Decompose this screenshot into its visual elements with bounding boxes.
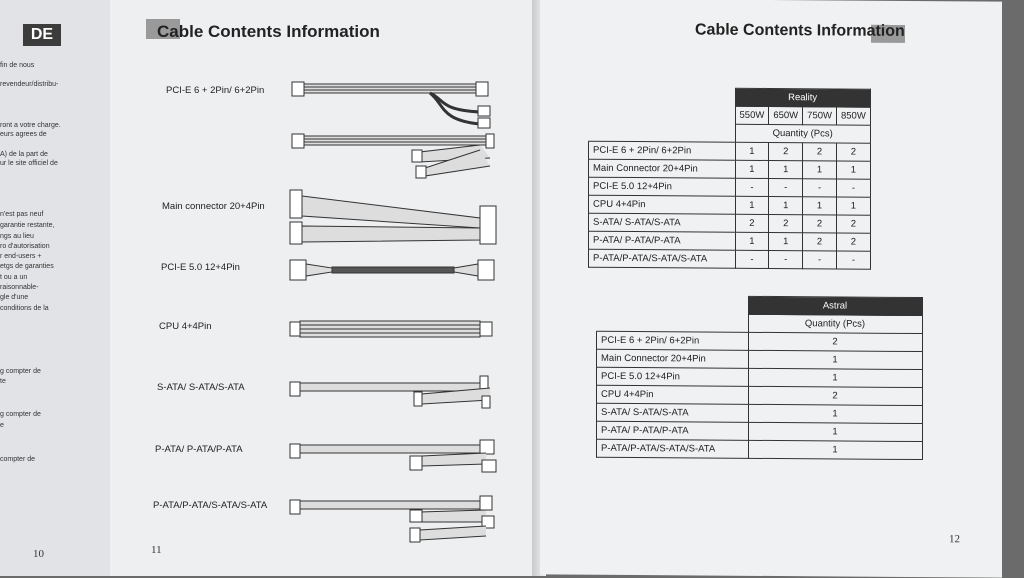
table-row [597, 349, 923, 369]
table-row [589, 249, 871, 269]
cell-value: - [803, 179, 837, 197]
text-fragment: conditions de la [0, 305, 49, 312]
cell-value: 2 [803, 143, 837, 161]
cell-value: - [769, 178, 803, 196]
cell-value: 1 [836, 161, 870, 179]
cell-value: 2 [803, 215, 837, 233]
left-page [0, 0, 110, 576]
table-row [597, 439, 923, 459]
text-fragment: ngs au lieu [0, 233, 34, 240]
table-row [597, 367, 923, 387]
row-label: PCI-E 5.0 12+4Pin [589, 177, 736, 196]
cable-illustrations [280, 70, 538, 550]
cable-label: P-ATA/ P-ATA/P-ATA [155, 444, 243, 455]
table-row [597, 421, 923, 441]
page-number: 11 [151, 544, 162, 556]
cell-value: 1 [735, 142, 769, 160]
wattage-header: 650W [769, 106, 803, 124]
cell-value: - [836, 251, 870, 269]
quantity-header: Quantity (Pcs) [735, 124, 870, 143]
table-corner [589, 87, 736, 142]
reality-quantity-table [588, 87, 871, 270]
table-row [597, 331, 923, 351]
cable-label: CPU 4+4Pin [159, 321, 212, 332]
text-fragment: n'est pas neuf [0, 211, 44, 218]
cell-value: 1 [735, 196, 769, 214]
main-connector-illustration [290, 190, 496, 244]
pata-sata-cable-illustration [290, 496, 494, 542]
cell-value: 2 [769, 142, 803, 160]
cell-value: 1 [836, 197, 870, 215]
text-fragment: garantie restante, [0, 222, 55, 229]
row-label: P-ATA/ P-ATA/P-ATA [597, 421, 749, 440]
series-header: Reality [735, 88, 870, 107]
cell-value: 1 [735, 160, 769, 178]
table-row [589, 231, 871, 251]
wattage-header: 550W [735, 106, 769, 124]
text-fragment: raisonnable- [0, 284, 39, 291]
middle-page [110, 0, 538, 576]
table-row [589, 195, 871, 215]
text-fragment: gle d'une [0, 294, 29, 301]
astral-quantity-table [596, 295, 923, 460]
series-header: Astral [748, 296, 922, 315]
row-label: CPU 4+4Pin [597, 385, 749, 404]
cell-value: 1 [803, 161, 837, 179]
wattage-header: 750W [803, 107, 837, 125]
cable-label: PCI-E 6 + 2Pin/ 6+2Pin [166, 85, 265, 96]
cell-value: 2 [836, 215, 870, 233]
cell-value: - [803, 251, 837, 269]
cell-value: - [836, 179, 870, 197]
row-label: P-ATA/ P-ATA/P-ATA [589, 231, 736, 250]
row-label: P-ATA/P-ATA/S-ATA/S-ATA [589, 249, 736, 268]
text-fragment: revendeur/distribu- [0, 81, 59, 88]
row-label: PCI-E 5.0 12+4Pin [597, 367, 749, 386]
cell-value: 1 [769, 160, 803, 178]
cable-label: S-ATA/ S-ATA/S-ATA [157, 382, 245, 393]
cell-value: 2 [748, 332, 922, 351]
row-label: PCI-E 6 + 2Pin/ 6+2Pin [589, 141, 736, 160]
table-row [597, 403, 923, 423]
right-page [540, 0, 1002, 578]
pcie-cable-illustration [292, 82, 490, 128]
text-fragment: te [0, 378, 6, 385]
text-fragment: compter de [0, 456, 36, 463]
cable-label: PCI-E 5.0 12+4Pin [161, 262, 240, 273]
text-fragment: ur le site officiel de [0, 160, 58, 167]
text-fragment: eurs agrees de [0, 131, 47, 138]
cell-value: 2 [748, 386, 922, 405]
text-fragment: fin de nous [0, 62, 35, 69]
cell-value: 1 [769, 232, 803, 250]
text-fragment: g compter de [0, 411, 41, 418]
table-row [589, 141, 871, 161]
table-row [589, 177, 871, 197]
text-fragment: etgs de garanties [0, 263, 54, 270]
language-badge: DE [23, 24, 61, 46]
text-fragment: r end-users + [0, 253, 42, 260]
cell-value: - [735, 250, 769, 268]
page-number: 12 [949, 533, 960, 546]
page-number: 10 [33, 548, 44, 560]
row-label: Main Connector 20+4Pin [589, 159, 736, 178]
cell-value: 2 [836, 233, 870, 251]
row-label: S-ATA/ S-ATA/S-ATA [597, 403, 749, 422]
table-row [589, 159, 871, 179]
cell-value: - [769, 250, 803, 268]
text-fragment: g compter de [0, 368, 41, 375]
cell-value: 1 [803, 197, 837, 215]
table-corner [597, 295, 749, 332]
text-fragment: e [0, 422, 4, 429]
table-row [589, 213, 871, 233]
cable-label: Main connector 20+4Pin [162, 201, 265, 212]
cell-value: 1 [748, 404, 922, 423]
pata-cable-illustration [290, 440, 496, 472]
text-fragment: ro d'autorisation [0, 243, 50, 250]
pcie5-cable-illustration [290, 260, 494, 280]
text-fragment: t ou a un [0, 274, 28, 281]
cpu-cable-illustration [290, 321, 492, 337]
wattage-header: 850W [836, 107, 870, 125]
sata-cable-illustration [290, 376, 490, 408]
text-fragment: A) de la part de [0, 151, 48, 158]
cell-value: 1 [769, 196, 803, 214]
cell-value: 1 [748, 350, 922, 369]
cell-value: 2 [803, 233, 837, 251]
row-label: S-ATA/ S-ATA/S-ATA [589, 213, 736, 232]
row-label: P-ATA/P-ATA/S-ATA/S-ATA [597, 439, 749, 458]
cell-value: - [735, 178, 769, 196]
page-title: Cable Contents Information [157, 22, 380, 41]
cell-value: 1 [735, 232, 769, 250]
page-title: Cable Contents Information [695, 21, 905, 40]
cell-value: 1 [748, 440, 922, 459]
table-row [597, 385, 923, 405]
pcie-cable-illustration [292, 134, 494, 178]
cell-value: 2 [769, 214, 803, 232]
cell-value: 2 [836, 143, 870, 161]
cell-value: 1 [748, 422, 922, 441]
cable-label: P-ATA/P-ATA/S-ATA/S-ATA [153, 500, 268, 511]
row-label: CPU 4+4Pin [589, 195, 736, 214]
text-fragment: ront a votre charge. [0, 122, 61, 129]
cell-value: 1 [748, 368, 922, 387]
cell-value: 2 [735, 214, 769, 232]
row-label: PCI-E 6 + 2Pin/ 6+2Pin [597, 331, 749, 350]
quantity-header: Quantity (Pcs) [748, 314, 922, 333]
row-label: Main Connector 20+4Pin [597, 349, 749, 368]
